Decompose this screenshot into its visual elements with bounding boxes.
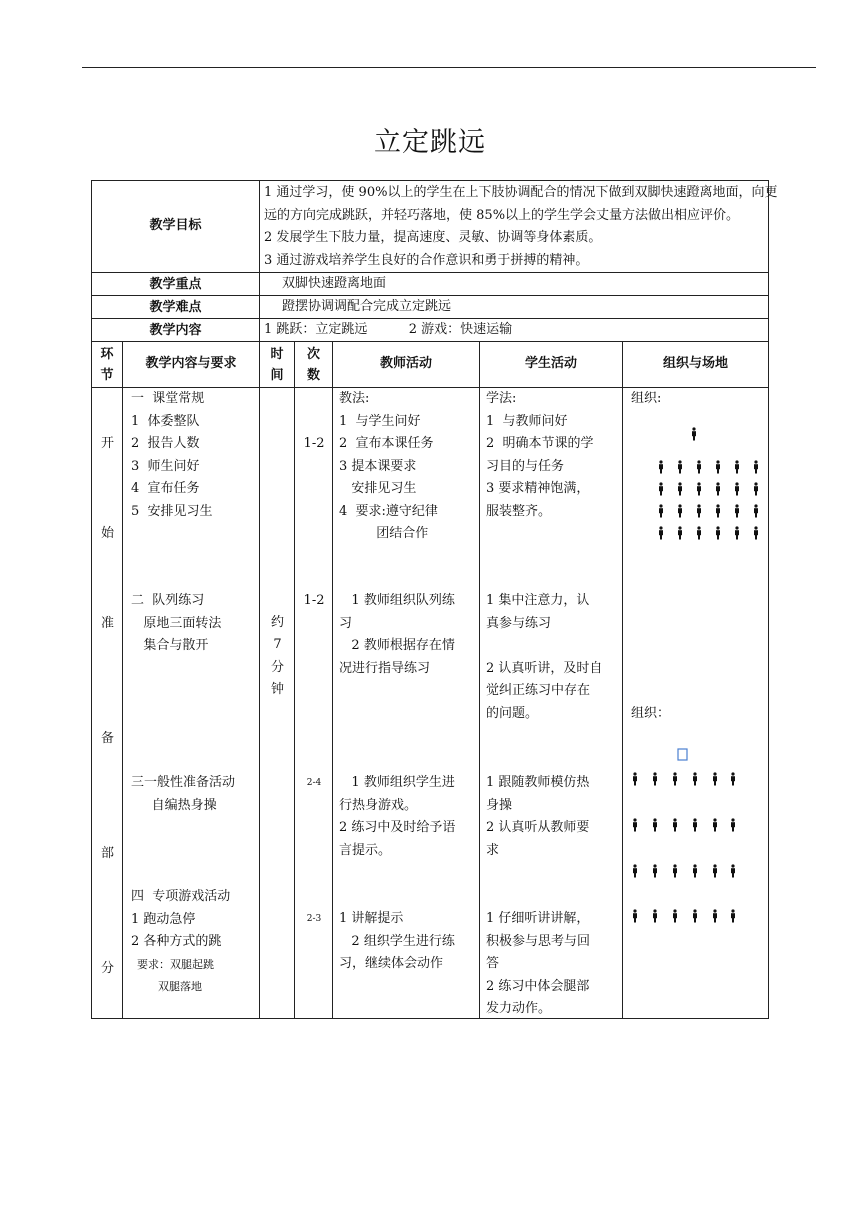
student-figure-icon [693,909,697,922]
teacher-line: 1 教师组织学生进 [339,775,455,790]
section-char: 备 [100,731,114,746]
section-char: 开 [100,436,114,451]
student-line: 身操 [486,797,513,813]
header-organization: 组织与场地 [623,342,769,388]
student-figure-icon [678,460,682,473]
student-block-4 [486,908,590,1021]
student-figure-icon [735,460,739,473]
student-block-3 [486,772,589,862]
student-line: 发力动作。 [486,1001,552,1016]
organization-column [623,388,769,1019]
student-figure-icon [735,482,739,495]
goal-line: 1 通过学习，使 90%以上的学生在上下肢协调配合的情况下做到双脚快速蹬离地面，向更 [264,185,778,200]
teacher-line: 1 教师组织队列练 [339,593,455,608]
student-figure-icon [754,526,758,539]
content-block-1 [131,388,213,523]
student-figure-icon [653,772,657,785]
teacher-block-2 [339,590,455,680]
student-figure-icon [678,504,682,517]
student-figure-icon [754,460,758,473]
content-line: 四 专项游戏活动 [131,889,231,904]
time-char: 约 [271,615,285,630]
teacher-line: 2 组织学生进行练 [339,933,455,949]
time-char: 钟 [271,682,285,697]
student-figure-icon [713,864,717,877]
content-column [123,388,260,1019]
student-column [480,388,623,1019]
student-figure-icon [697,526,701,539]
header-teacher: 教师活动 [333,342,480,388]
student-figure-icon [693,818,697,831]
page-title: 立定跳远 [374,127,486,158]
content-line: 一 课堂常规 [131,391,205,406]
student-line: 1 仔细听讲讲解， [486,911,590,926]
header-count-char: 数 [307,367,321,383]
student-figure-icon [735,526,739,539]
teacher-line: 言提示。 [339,842,392,858]
student-block-1 [486,388,594,523]
student-figure-icon [653,909,657,922]
student-figure-icon [633,864,637,877]
student-line: 答 [486,956,500,971]
difficulty-label: 教学难点 [92,296,260,319]
teacher-line: 教法: [339,391,370,406]
student-line: 2 认真听讲，及时自 [486,660,603,676]
header-section [92,342,123,388]
student-line: 积极参与思考与回 [486,933,591,949]
student-figure-icon [673,909,677,922]
teacher-line: 2 教师根据存在情 [339,638,455,653]
difficulty-text: 蹬摆协调调配合完成立定跳远 [260,296,769,319]
header-section-char: 环 [100,346,114,362]
content-line: 2 报告人数 [131,436,200,451]
student-line: 习目的与任务 [486,458,565,474]
student-figure-icon [659,482,663,495]
student-line: 服装整齐。 [486,503,552,519]
header-count-char: 次 [307,346,321,362]
teacher-line: 况进行指导练习 [339,660,431,676]
teacher-figure-icon [692,427,696,440]
teacher-block-3 [339,772,455,862]
count-value: 2-3 [306,914,322,924]
student-figure-icon [713,818,717,831]
student-figure-icon [653,864,657,877]
header-section-char: 节 [100,367,114,383]
requirement-line: 要求：双腿起跳 [137,957,214,971]
student-figure-icon [693,864,697,877]
teacher-line: 习，继续体会动作 [339,956,444,971]
content-line: 集合与散开 [131,638,209,653]
student-figure-icon [713,772,717,785]
header-time-char: 时 [270,346,284,362]
student-figure-icon [673,864,677,877]
content-block-4 [131,886,230,999]
header-time-char: 间 [270,367,284,383]
student-block-2 [486,590,602,725]
student-figure-icon [754,504,758,517]
goal-line: 2 发展学生下肢力量，提高速度、灵敏、协调等身体素质。 [264,230,602,245]
student-line: 1 与教师问好 [486,413,568,429]
student-figure-icon [633,772,637,785]
student-figure-icon [716,504,720,517]
section-char: 部 [100,846,114,861]
student-line: 真参与练习 [486,615,552,631]
student-figure-icon [697,504,701,517]
section-char: 分 [100,961,114,976]
student-line [486,635,602,658]
student-figure-icon [678,482,682,495]
teacher-line: 2 宣布本课任务 [339,436,434,451]
student-line: 1 跟随教师模仿热 [486,775,590,790]
time-char: 分 [271,660,285,675]
content-block-3 [131,772,235,817]
student-line: 2 明确本节课的学 [486,436,594,451]
time-char: 7 [273,637,282,652]
student-figure-icon [731,772,735,785]
section-char: 始 [100,526,114,541]
teacher-line: 1 与学生问好 [339,413,421,429]
teacher-column [333,388,480,1019]
section-char: 准 [100,616,114,631]
student-figure-icon [633,818,637,831]
student-line: 2 练习中体会腿部 [486,978,590,994]
header-student: 学生活动 [480,342,623,388]
student-figure-icon [659,526,663,539]
student-figure-icon [716,526,720,539]
content-line: 原地三面转法 [131,615,222,631]
header-count [295,342,333,388]
content-line: 1 跑动急停 [131,911,196,927]
teacher-line: 安排见习生 [339,481,417,496]
student-figure-icon [659,460,663,473]
content-line: 4 宣布任务 [131,481,200,496]
content-line: 三一般性准备活动 [131,775,236,790]
student-line: 3 要求精神饱满， [486,481,590,496]
student-figure-icon [653,818,657,831]
student-figure-icon [659,504,663,517]
content-line: 1 体委整队 [131,413,200,429]
goal-cell [260,181,778,273]
formation-diagram [623,388,769,1018]
student-line: 的问题。 [486,705,539,721]
content-label: 教学内容 [92,319,260,342]
student-line: 求 [486,842,500,858]
requirement-line: 双腿落地 [137,980,202,993]
student-line: 觉纠正练习中存在 [486,683,591,698]
student-figure-icon [731,818,735,831]
goal-line: 远的方向完成跳跃，并轻巧落地，使 85%以上的学生学会丈量方法做出相应评价。 [264,207,740,223]
student-figure-icon [678,526,682,539]
header-rule [82,67,816,68]
content-line: 二 队列练习 [131,593,205,608]
content-line: 2 各种方式的跳 [131,934,222,949]
student-figure-icon [731,909,735,922]
student-figure-icon [693,772,697,785]
student-figure-icon [633,909,637,922]
content-text: 1 跳跃：立定跳远 2 游戏：快速运输 [260,319,769,342]
teacher-line: 行热身游戏。 [339,797,418,813]
teacher-line: 2 练习中及时给予语 [339,820,456,835]
count-value: 1-2 [303,436,325,451]
student-figure-icon [754,482,758,495]
student-figure-icon [713,909,717,922]
count-column [295,388,333,1019]
organization-label: 组织： [631,706,671,721]
teacher-line: 习 [339,615,353,631]
teacher-line: 1 讲解提示 [339,911,404,926]
teacher-block-1 [339,388,438,546]
student-figure-icon [735,504,739,517]
teacher-marker-icon [678,749,687,760]
content-block-2 [131,590,221,658]
time-column [260,388,295,1019]
header-time [260,342,295,388]
goal-line: 3 通过游戏培养学生良好的合作意识和勇于拼搏的精神。 [264,252,589,268]
content-line: 5 安排见习生 [131,503,213,519]
teacher-line: 团结合作 [339,526,429,541]
student-figure-icon [716,482,720,495]
lesson-plan-table [91,180,778,1019]
content-line: 自编热身操 [131,797,217,813]
header-content: 教学内容与要求 [123,342,260,388]
key-text: 双脚快速蹬离地面 [260,273,769,296]
student-figure-icon [731,864,735,877]
count-value: 1-2 [303,593,325,608]
student-figure-icon [716,460,720,473]
student-figure-icon [697,460,701,473]
student-figure-icon [697,482,701,495]
organization-label: 组织: [631,391,662,406]
student-line: 学法: [486,391,517,406]
student-figure-icon [673,818,677,831]
teacher-block-4 [339,908,455,976]
student-line: 1 集中注意力，认 [486,593,590,608]
count-value: 2-4 [306,778,322,788]
key-label: 教学重点 [92,273,260,296]
section-column [92,388,123,1019]
student-figure-icon [673,772,677,785]
teacher-line: 4 要求:遵守纪律 [339,503,438,519]
teacher-line: 3 提本课要求 [339,458,417,474]
goal-label: 教学目标 [92,181,260,273]
content-line: 3 师生问好 [131,458,200,474]
student-line: 2 认真听从教师要 [486,820,590,835]
